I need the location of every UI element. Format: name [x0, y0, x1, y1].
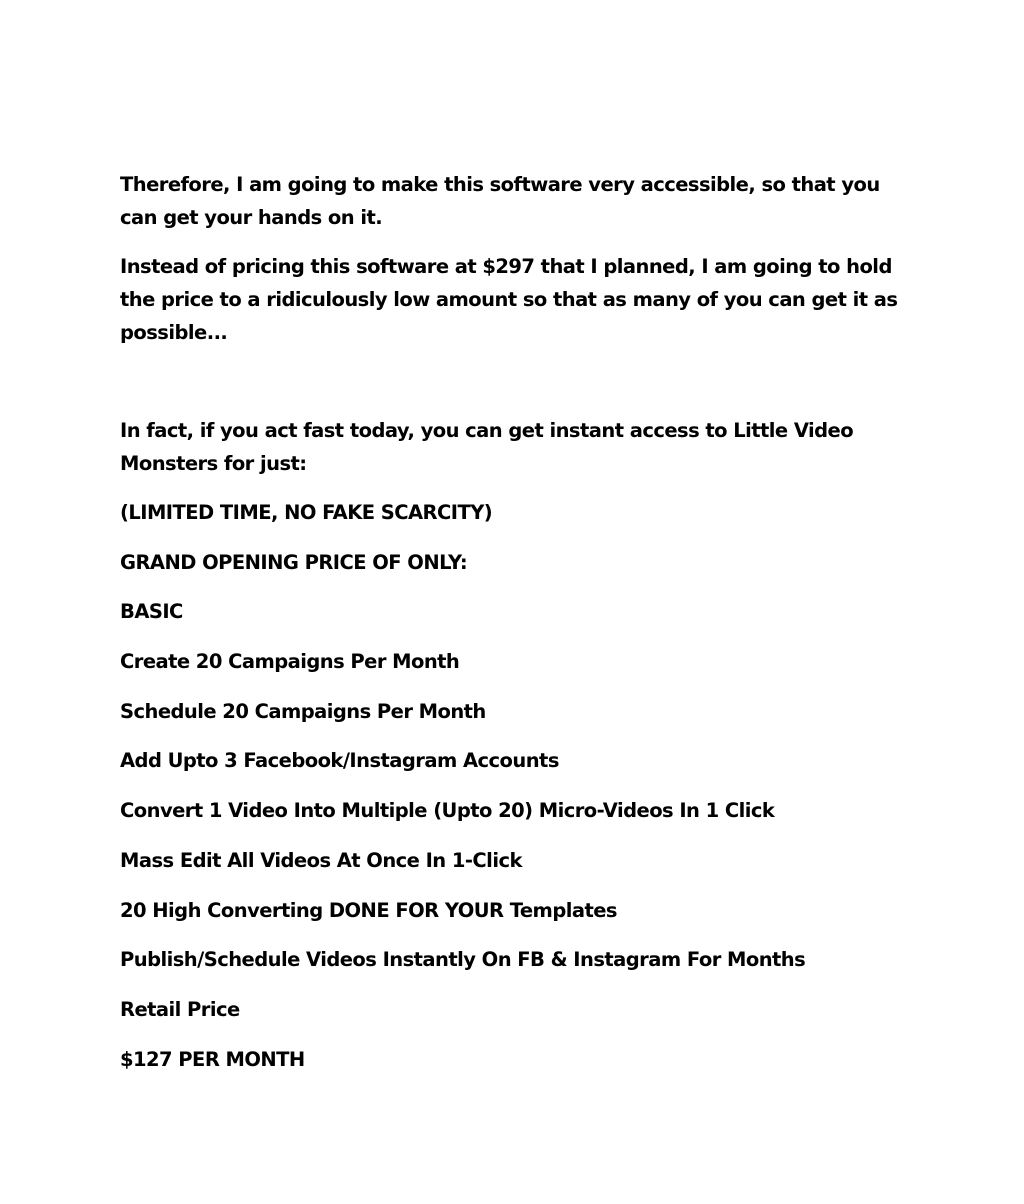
feature-item: Convert 1 Video Into Multiple (Upto 20) Micro-Videos In 1 Click	[120, 799, 775, 823]
paragraph-accessibility: Therefore, I am going to make this software very accessible, so that you can get your hands on it.	[120, 173, 880, 229]
retail-price-value: $127 PER MONTH	[120, 1047, 305, 1071]
paragraph-pricing: Instead of pricing this software at $297 that I planned, I am going to hold the price to a ridiculously low amount so that as many of you can get it as possible...	[120, 255, 898, 344]
feature-item: 20 High Converting DONE FOR YOUR Templates	[120, 898, 617, 922]
limited-time-note: (LIMITED TIME, NO FAKE SCARCITY)	[120, 501, 493, 524]
paragraph-instant-access: In fact, if you act fast today, you can get instant access to Little Video Monsters for just:	[120, 419, 854, 475]
feature-item: Publish/Schedule Videos Instantly On FB & Instagram For Months	[120, 948, 806, 972]
feature-item: Add Upto 3 Facebook/Instagram Accounts	[120, 749, 559, 773]
feature-item: Schedule 20 Campaigns Per Month	[120, 699, 486, 723]
retail-price-label: Retail Price	[120, 997, 240, 1021]
feature-item: Create 20 Campaigns Per Month	[120, 650, 460, 674]
document-page	[120, 168, 910, 1092]
plan-name: BASIC	[120, 600, 183, 624]
grand-opening-heading: GRAND OPENING PRICE OF ONLY:	[120, 550, 468, 574]
feature-item: Mass Edit All Videos At Once In 1-Click	[120, 848, 522, 872]
